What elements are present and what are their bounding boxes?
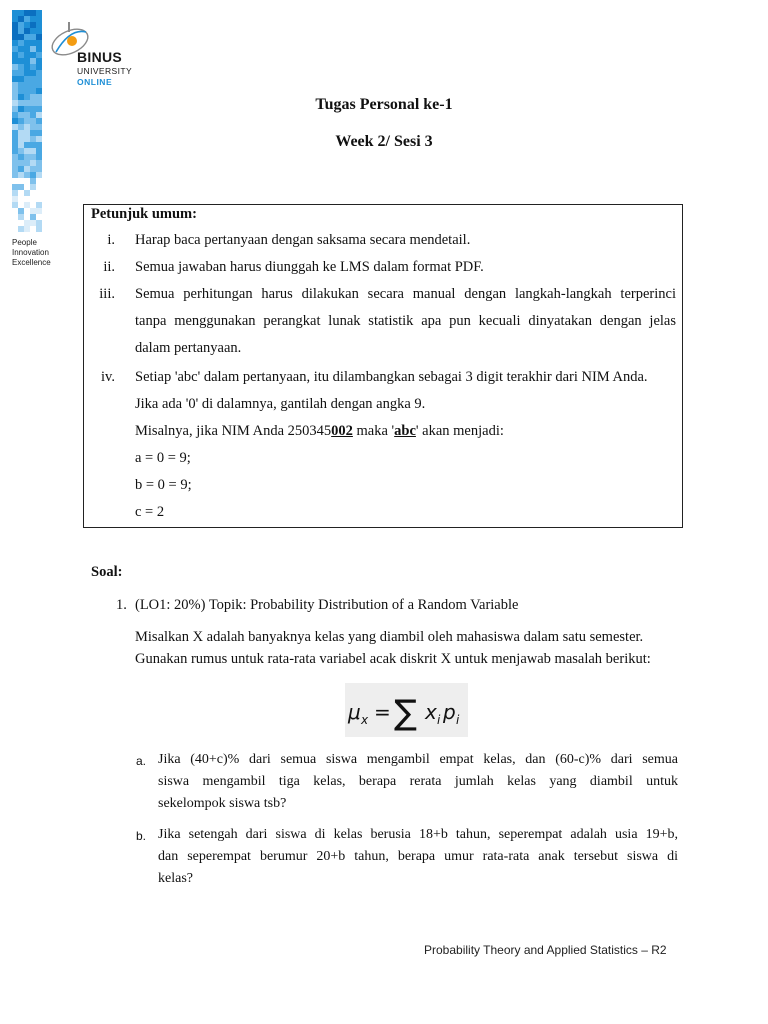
question-intro: Misalkan X adalah banyaknya kelas yang diambil oleh mahasiswa dalam satu semester. xyxy=(135,629,644,645)
example-value: b = 0 = 9; xyxy=(135,477,192,493)
page-footer: Probability Theory and Applied Statistics – R2 xyxy=(424,943,667,957)
example-suffix: ' akan menjadi: xyxy=(415,423,504,439)
logo-line-university: UNIVERSITY xyxy=(77,66,133,76)
part-text: dan seperempat berumur 20+b tahun, berapa umur rata-rata anak tersebut siswa di xyxy=(158,849,678,864)
instruction-text: tanpa menggunakan perangkat lunak statistik apa pun kecuali dinyatakan dengan jelas xyxy=(135,313,676,329)
part-text: kelas? xyxy=(158,871,193,886)
example-value: c = 2 xyxy=(135,504,165,520)
mosaic-cell xyxy=(36,226,42,232)
logo-line-online: ONLINE xyxy=(77,76,113,87)
part-text: Jika (40+c)% dari semua siswa mengambil empat kelas, dan (60-c)% dari semua xyxy=(158,752,678,767)
logo-wordmark xyxy=(77,50,132,86)
mean-formula xyxy=(345,683,468,737)
part-label: b. xyxy=(136,829,147,843)
tagline xyxy=(12,238,51,268)
instruction-text: Jika ada '0' di dalamnya, gantilah dengan angka 9. xyxy=(135,396,426,412)
instructions-heading: Petunjuk umum: xyxy=(91,206,197,222)
svg-text:i: i xyxy=(437,713,441,727)
svg-text:∑: ∑ xyxy=(394,693,417,733)
instruction-text: Semua jawaban harus diunggah ke LMS dalam format PDF. xyxy=(135,259,484,275)
example-prefix: Misalnya, jika NIM Anda 250345 xyxy=(135,423,332,439)
instruction-text: Semua perhitungan harus dilakukan secara manual dengan langkah-langkah terperinci xyxy=(135,286,676,302)
tagline-innovation: Innovation xyxy=(12,248,49,257)
part-text: sekelompok siswa tsb? xyxy=(158,796,287,811)
soal-label: Soal: xyxy=(91,564,123,580)
instruction-number: i. xyxy=(107,232,115,248)
part-text: siswa mengambil tiga kelas, berapa rerata jumlah kelas yang diambil untuk xyxy=(158,774,678,789)
instruction-number: iv. xyxy=(101,369,115,385)
question-number: 1. xyxy=(116,597,127,613)
instruction-number: ii. xyxy=(103,259,115,275)
page-title: Tugas Personal ke-1 xyxy=(315,96,453,113)
formula-graphic xyxy=(345,683,468,737)
part-text: Jika setengah dari siswa di kelas berusia 18+b tahun, seperempat adalah usia 19+b, xyxy=(158,827,678,842)
instruction-text: dalam pertanyaan. xyxy=(135,340,242,356)
part-label: a. xyxy=(136,754,147,768)
example-middle: maka ' xyxy=(352,423,395,439)
example-abc: abc xyxy=(394,423,416,439)
svg-text:x: x xyxy=(361,713,369,727)
page-subtitle: Week 2/ Sesi 3 xyxy=(335,133,433,150)
question-header: (LO1: 20%) Topik: Probability Distribution of a Random Variable xyxy=(135,597,519,613)
tagline-excellence: Excellence xyxy=(12,258,51,267)
example-line xyxy=(135,423,504,440)
svg-text:μ: μ xyxy=(348,700,361,724)
tagline-people: People xyxy=(12,238,37,247)
instruction-text: Setiap 'abc' dalam pertanyaan, itu dilambangkan sebagai 3 digit terakhir dari NIM Anda. xyxy=(135,369,648,385)
svg-text:i: i xyxy=(456,713,460,727)
question-intro: Gunakan rumus untuk rata-rata variabel acak diskrit X untuk menjawab masalah berikut: xyxy=(135,651,651,667)
logo-line-binus: BINUS xyxy=(77,49,123,65)
svg-text:p: p xyxy=(443,700,456,724)
svg-text:x: x xyxy=(425,700,437,724)
instruction-number: iii. xyxy=(99,286,115,302)
example-nim-digits: 002 xyxy=(331,423,353,439)
svg-text:=: = xyxy=(374,700,391,724)
decorative-mosaic-strip xyxy=(12,10,43,232)
example-value: a = 0 = 9; xyxy=(135,450,191,466)
instruction-text: Harap baca pertanyaan dengan saksama secara mendetail. xyxy=(135,232,471,248)
